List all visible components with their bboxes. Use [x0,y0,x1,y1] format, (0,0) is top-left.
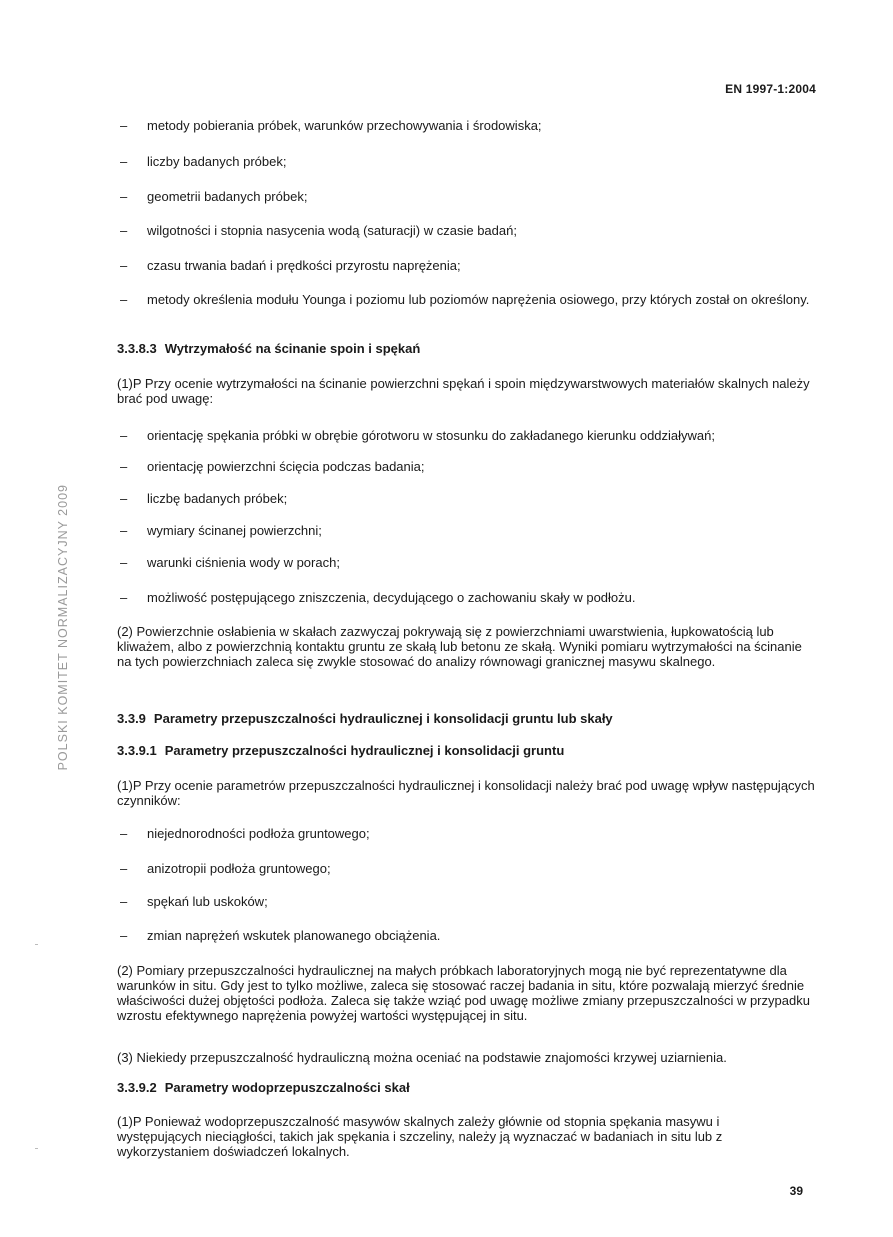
scan-mark [35,1148,38,1149]
list-item: – wymiary ścinanej powierzchni; [120,523,322,538]
paragraph: (3) Niekiedy przepuszczalność hydrauliczną można oceniać na podstawie znajomości krzywej uziarnienia. [117,1050,727,1065]
list-item: – geometrii badanych próbek; [120,189,308,204]
list-item: – zmian naprężeń wskutek planowanego obciążenia. [120,928,441,943]
list-item: – metody pobierania próbek, warunków przechowywania i środowiska; [120,118,542,133]
paragraph: (2) Pomiary przepuszczalności hydraulicznej na małych próbkach laboratoryjnych mogą nie być reprezentatywne dla warunków in situ. Gdy jest to tylko możliwe, zaleca się stosować raczej badania in situ, które pozwalają mierzyć średnie właściwości dużej objętości podłoża. Zaleca się także wziąć pod uwagę możliwe zmiany przepuszczalności w przypadku wzrostu efektywnego naprężenia powyżej wartości występującej in situ. [117,963,810,1023]
section-heading: 3.3.9.1 Parametry przepuszczalności hydraulicznej i konsolidacji gruntu [117,743,565,758]
list-item: – liczby badanych próbek; [120,154,287,169]
paragraph: (1)P Przy ocenie parametrów przepuszczalności hydraulicznej i konsolidacji należy brać pod uwagę wpływ następujących czynników: [117,778,815,808]
list-item: – warunki ciśnienia wody w porach; [120,555,340,570]
list-item: – orientację powierzchni ścięcia podczas badania; [120,459,425,474]
paragraph: (2) Powierzchnie osłabienia w skałach zazwyczaj pokrywają się z powierzchniami uwarstwienia, łupkowatością lub kliważem, albo z powierzchnią kontaktu gruntu ze skałą lub betonu ze skałą. Wyniki pomiaru wytrzymałości na ścinanie na tych powierzchniach zaleca się zwykle stosować do analizy równowagi granicznej masywu skalnego. [117,624,802,669]
document-code: EN 1997-1:2004 [725,82,816,96]
page-content [117,118,817,1159]
list-item: – anizotropii podłoża gruntowego; [120,861,331,876]
list-item: – orientację spękania próbki w obrębie górotworu w stosunku do zakładanego kierunku oddziaływań; [120,428,716,443]
list-item: – wilgotności i stopnia nasycenia wodą (saturacji) w czasie badań; [120,223,517,238]
paragraph: (1)P Ponieważ wodoprzepuszczalność masywów skalnych zależy głównie od stopnia spękania masywu i występujących nieciągłości, takich jak spękania i szczeliny, należy ją wyznaczać w badaniach in situ lub z wykorzystaniem doświadczeń lokalnych. [117,1114,723,1159]
list-item: – spękań lub uskoków; [120,894,268,909]
list-item: – niejednorodności podłoża gruntowego; [120,826,370,841]
scan-mark [35,944,38,945]
section-heading: 3.3.8.3 Wytrzymałość na ścinanie spoin i spękań [117,341,421,356]
section-heading: 3.3.9.2 Parametry wodoprzepuszczalności skał [117,1080,410,1095]
list-item: – liczbę badanych próbek; [120,491,288,506]
watermark: POLSKI KOMITET NORMALIZACYJNY 2009 [56,484,70,771]
list-item: – metody określenia modułu Younga i poziomu lub poziomów naprężenia osiowego, przy których został on określony. [120,292,810,307]
list-item: – możliwość postępującego zniszczenia, decydującego o zachowaniu skały w podłożu. [120,590,636,605]
section-heading: 3.3.9 Parametry przepuszczalności hydraulicznej i konsolidacji gruntu lub skały [117,711,613,726]
paragraph: (1)P Przy ocenie wytrzymałości na ścinanie powierzchni spękań i spoin międzywarstwowych materiałów skalnych należy brać pod uwagę: [117,376,810,406]
list-top [117,118,817,307]
page-number: 39 [789,1184,803,1198]
list-item: – czasu trwania badań i prędkości przyrostu naprężenia; [120,258,461,273]
